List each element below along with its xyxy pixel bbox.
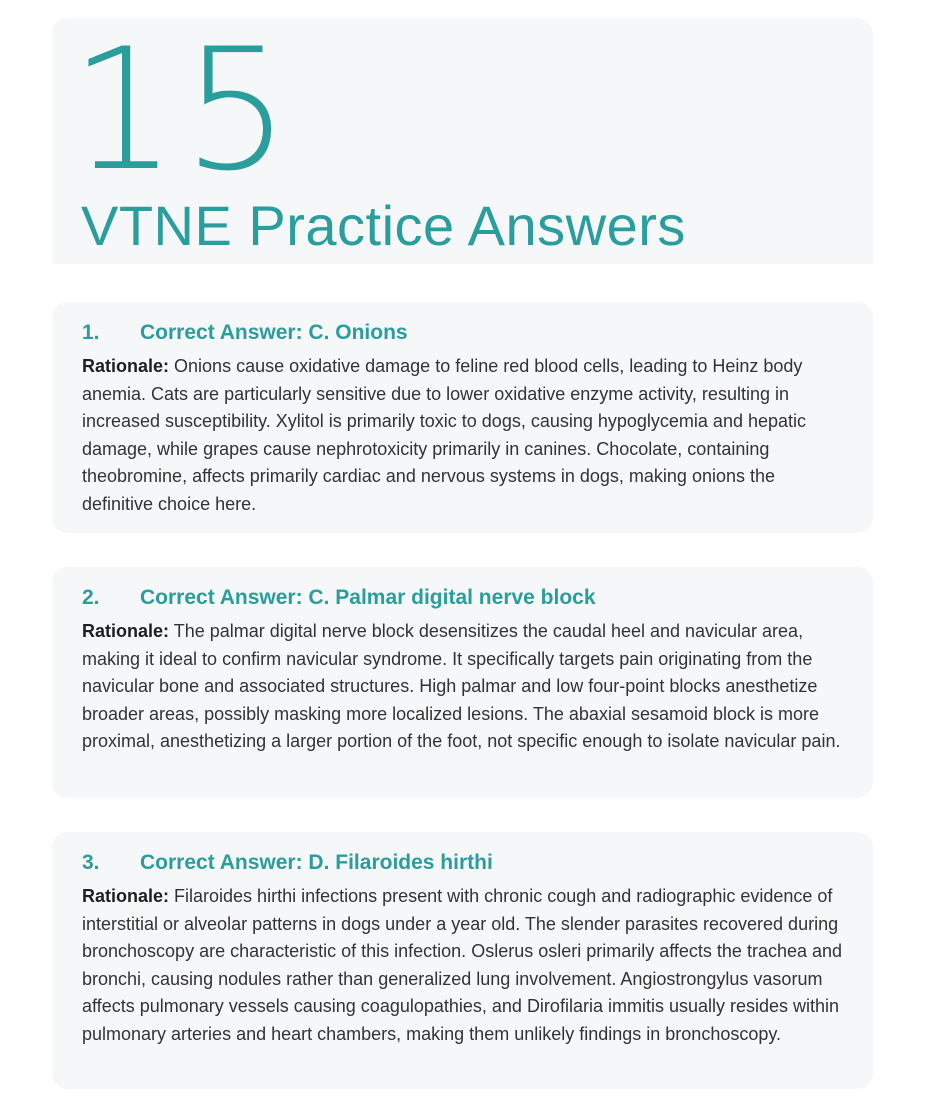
- rationale-text: Filaroides hirthi infections present with chronic cough and radiographic evidence of interstitial or alveolar patterns in dogs under a year old. The slender parasites recovered during bronchoscopy are characteristic of this infection. Oslerus osleri primarily affects the trachea and bronchi, causing nodules rather than generalized lung involvement. Angiostrongylus vasorum affects pulmonary vessels causing coagulopathies, and Dirofilaria immitis usually resides within pulmonary arteries and heart chambers, making them unlikely findings in bronchoscopy.: [82, 886, 843, 1044]
- rationale-paragraph: [82, 353, 843, 518]
- chapter-header: [52, 12, 873, 264]
- question-number: 3.: [82, 851, 100, 874]
- rationale-paragraph: [82, 618, 843, 756]
- rationale-text: Onions cause oxidative damage to feline red blood cells, leading to Heinz body anemia. Cats are particularly sensitive due to lower oxidative enzyme activity, resulting in increased susceptibility. Xylitol is primarily toxic to dogs, causing hypoglycemia and hepatic damage, while grapes cause nephrotoxicity primarily in canines. Chocolate, containing theobromine, affects primarily cardiac and nervous systems in dogs, making onions the definitive choice here.: [82, 356, 807, 514]
- question-number: 1.: [82, 321, 100, 344]
- answer-heading: [82, 849, 843, 877]
- chapter-title: VTNE Practice Answers: [81, 194, 686, 257]
- rationale-text: The palmar digital nerve block desensitizes the caudal heel and navicular area, making it ideal to confirm navicular syndrome. It specifically targets pain originating from the navicular bone and associated structures. High palmar and low four-point blocks anesthetize broader areas, possibly masking more localized lesions. The abaxial sesamoid block is more proximal, anesthetizing a larger portion of the foot, not specific enough to isolate navicular pain.: [82, 621, 841, 751]
- rationale-label: Rationale:: [82, 621, 170, 641]
- rationale-paragraph: [82, 883, 843, 1048]
- correct-answer-text: Correct Answer: C. Onions: [140, 321, 408, 344]
- answer-card-1: [52, 302, 873, 533]
- correct-answer-text: Correct Answer: D. Filaroides hirthi: [140, 851, 493, 874]
- answer-heading: [82, 319, 843, 347]
- answer-card-2: [52, 567, 873, 798]
- rationale-label: Rationale:: [82, 886, 170, 906]
- rationale-label: Rationale:: [82, 356, 170, 376]
- chapter-number: 15: [70, 12, 296, 208]
- correct-answer-text: Correct Answer: C. Palmar digital nerve block: [140, 586, 596, 609]
- answer-heading: [82, 584, 843, 612]
- answer-card-3: [52, 832, 873, 1089]
- question-number: 2.: [82, 586, 100, 609]
